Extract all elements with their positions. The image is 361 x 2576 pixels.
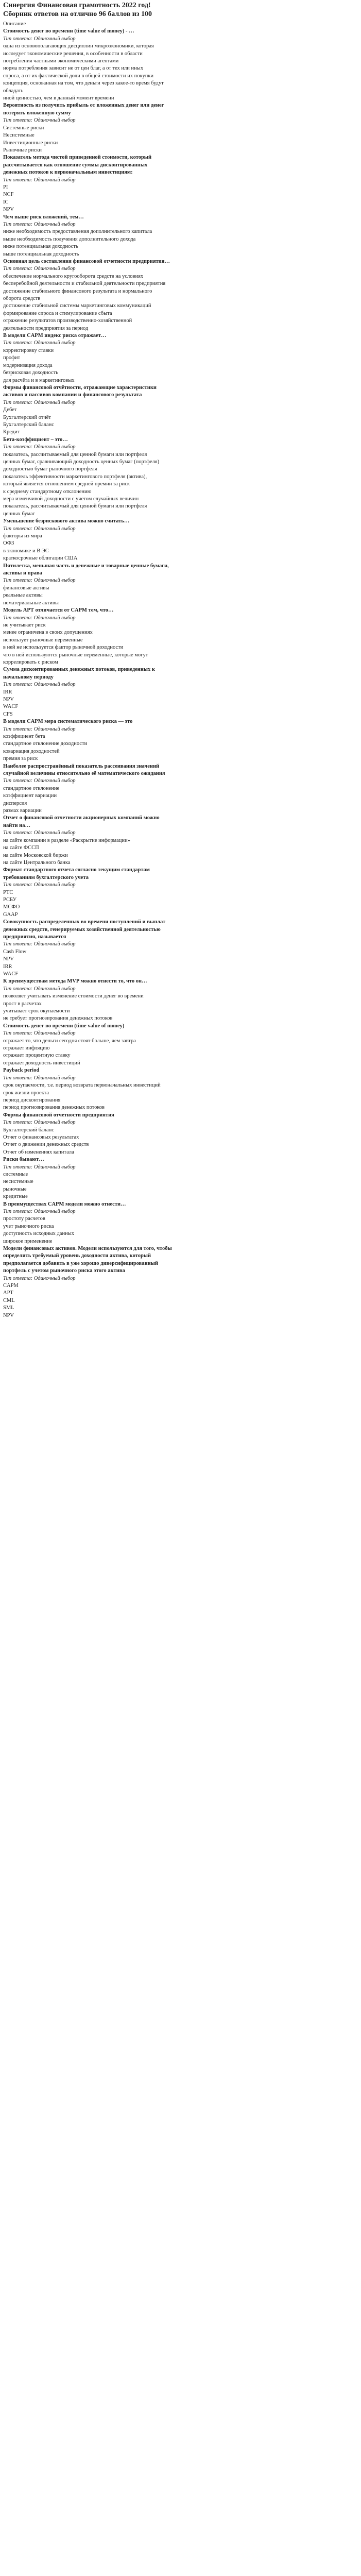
answer-option[interactable]: на сайте Московской биржи	[3, 852, 68, 858]
answer-option[interactable]: реальные активы	[3, 592, 43, 599]
answer-option[interactable]: исследует экономические решения, в особенности в области	[3, 50, 143, 57]
answer-option[interactable]: норма потребления зависит не от цен благ, а от тех или иных	[3, 65, 144, 72]
question-text: Риски бывают…	[3, 1157, 44, 1163]
answer-option[interactable]: системные	[3, 1171, 28, 1177]
answer-option[interactable]: Несистемные	[3, 132, 35, 139]
answer-option[interactable]: широкое применение	[3, 1238, 53, 1244]
answer-option[interactable]: Отчет о движении денежных средств	[3, 1142, 89, 1148]
answer-option[interactable]: на сайте ФССП	[3, 845, 39, 851]
question-block	[3, 763, 358, 815]
question-text: Стоимость денег во времени (time value of money)	[3, 1023, 125, 1029]
question-block	[3, 154, 358, 213]
answer-type-label: Тип ответа: Одиночный выбор	[3, 1030, 76, 1037]
answer-option[interactable]: отражает инфляцию	[3, 1045, 50, 1052]
answer-type-label: Тип ответа: Одиночный выбор	[3, 778, 76, 784]
answer-option[interactable]: оборота средств	[3, 296, 41, 302]
answer-type-label: Тип ответа: Одиночный выбор	[3, 830, 76, 836]
answer-option[interactable]: стандартное отклонение	[3, 785, 60, 791]
answer-option[interactable]: мера изменчивой доходности с учетом случайных величин	[3, 496, 139, 502]
answer-option[interactable]: отражение результатов производственно-хозяйственной	[3, 318, 132, 324]
answer-option[interactable]: ниже потенциальная доходность	[3, 244, 78, 250]
answer-option[interactable]: краткосрочные облигации США	[3, 555, 78, 562]
answer-type-label: Тип ответа: Одиночный выбор	[3, 682, 76, 688]
question-block	[3, 563, 358, 607]
answer-option[interactable]: Системные риски	[3, 125, 44, 131]
answer-option[interactable]: ковариация доходностей	[3, 748, 60, 754]
answer-option[interactable]: выше потенциальная доходность	[3, 251, 79, 257]
answer-type-label: Тип ответа: Одиночный выбор	[3, 266, 76, 272]
answer-option[interactable]: NCF	[3, 192, 14, 198]
answer-option[interactable]: позволяет учитывать изменение стоимости денег во времени	[3, 993, 144, 999]
question-text: Основная цель составления финансовой отчетности предприятия…	[3, 259, 170, 264]
answer-option[interactable]: NPV	[3, 1312, 14, 1318]
question-text: Совокупность распределенных во времени поступлений и выплат денежных средств, генерируемых хозяйственной деятельностью предприятия, называется	[3, 919, 166, 940]
answer-option[interactable]: IC	[3, 199, 9, 205]
answer-type-label: Тип ответа: Одиночный выбор	[3, 986, 76, 992]
answer-option[interactable]: одна из основополагающих дисциплин микроэкономики, которая	[3, 43, 154, 49]
answer-option[interactable]: стандартное отклонение доходности	[3, 741, 88, 747]
answer-option[interactable]: достижение стабильного финансового результата и нормального	[3, 288, 152, 294]
answer-type-label: Тип ответа: Одиночный выбор	[3, 36, 76, 42]
answer-option[interactable]: модернизация дохода	[3, 362, 53, 368]
answer-option[interactable]: на сайте Центрального банка	[3, 859, 71, 866]
description-label: Описание	[3, 21, 26, 27]
answer-option[interactable]: NPV	[3, 207, 14, 213]
answer-option[interactable]: ниже необходимость предоставления дополнительного капитала	[3, 229, 152, 235]
answer-option[interactable]: РТС	[3, 889, 13, 895]
answer-option[interactable]: CAPM	[3, 1283, 19, 1289]
answer-option[interactable]: Инвестиционные риски	[3, 140, 58, 146]
answer-option[interactable]: Рыночные риски	[3, 147, 42, 153]
answer-option[interactable]: отражает процентную ставку	[3, 1053, 71, 1059]
question-text: В модели CAPM мера систематического риска — это	[3, 719, 133, 725]
answer-option[interactable]: в ней не используется фактор рыночной доходности	[3, 645, 124, 651]
question-block	[3, 666, 358, 718]
answer-option[interactable]: использует рыночные переменные	[3, 637, 83, 643]
answer-option[interactable]: учитывает срок окупаемости	[3, 1008, 70, 1014]
answer-option[interactable]: Кредит	[3, 429, 20, 435]
question-text: Стоимость денег во времени (time value of money) - …	[3, 28, 134, 35]
answer-option[interactable]: Бухгалтерский отчёт	[3, 414, 51, 420]
answer-option[interactable]: деятельности предприятия за период	[3, 325, 89, 331]
answer-option[interactable]: срок жизни проекта	[3, 1090, 49, 1096]
answer-option[interactable]: IRR	[3, 963, 12, 970]
question-block	[3, 815, 358, 867]
answer-option[interactable]: безрисковая доходность	[3, 370, 59, 376]
answer-option[interactable]: показатель, рассчитываемый для ценной бумаги или портфеля	[3, 503, 147, 510]
question-block	[3, 978, 358, 1022]
answer-option[interactable]: не учитывает риск	[3, 622, 46, 628]
question-text: Формы финансовой отчётности, отражающие характеристики активов и пассивов компании и финансового результата	[3, 384, 157, 398]
question-block	[3, 1245, 358, 1319]
answer-option[interactable]: менее ограничена в своих допущениях	[3, 630, 93, 636]
question-text: Формат стандартного отчета согласно текущим стандартам требованиям бухгалтерского учета	[3, 867, 150, 880]
question-text: В преимуществах CAPM модели можно отнести…	[3, 1201, 126, 1207]
answer-type-label: Тип ответа: Одиночный выбор	[3, 1164, 76, 1170]
answer-option[interactable]: выше необходимость получения дополнительного дохода	[3, 236, 136, 242]
question-block	[3, 1156, 358, 1200]
answer-option[interactable]: Бухгалтерский баланс	[3, 1127, 54, 1133]
question-text: Вероятность из получить прибыль от вложенных денег или денег потерять вложенную сумму	[3, 103, 164, 116]
question-text: Наиболее распространённый показатель рассеивания значений случайной величины относительно её математического ожидания	[3, 763, 165, 777]
question-block	[3, 518, 358, 562]
question-text: Бета-коэффициент – это…	[3, 436, 68, 443]
answer-option[interactable]: формирование спроса и стимулирование сбыта	[3, 310, 112, 316]
answer-option[interactable]: коэффициент бета	[3, 734, 45, 739]
answer-option[interactable]: ценных бумаг, сравнивающий доходность ценных бумаг (портфеля)	[3, 459, 160, 465]
question-text: К преимуществам метода MVP можно отнести то, что он…	[3, 978, 147, 985]
question-text: Показатель метода чистой приведенной стоимости, который рассчитывается как отношение суммы дисконтированных денежных потоков к первоначальным инвестициям:	[3, 155, 152, 176]
question-text: Модели финансовых активов. Модели используются для того, чтобы определить требуемый уровень доходности актива, который предполагается добавить в уже хорошо диверсифицированный портфель с учетом рыночного риска этого актива	[3, 1246, 172, 1274]
answer-option[interactable]: период дисконтирования	[3, 1097, 61, 1103]
answer-type-label: Тип ответа: Одиночный выбор	[3, 444, 76, 450]
answer-option[interactable]: бесперебойной деятельности и стабильной деятельности предприятия	[3, 281, 166, 287]
question-block	[3, 867, 358, 919]
answer-type-label: Тип ответа: Одиночный выбор	[3, 615, 76, 621]
question-list	[3, 21, 358, 1319]
answer-option[interactable]: премия за риск	[3, 756, 38, 762]
question-text: Модель АРТ отличается от CAPM тем, что…	[3, 607, 114, 614]
question-block	[3, 919, 358, 978]
answer-option[interactable]: GAAP	[3, 911, 18, 918]
answer-type-label: Тип ответа: Одиночный выбор	[3, 726, 76, 732]
question-block	[3, 384, 358, 436]
answer-type-label: Тип ответа: Одиночный выбор	[3, 117, 76, 124]
answer-option[interactable]: отражает то, что деньги сегодня стоят больше, чем завтра	[3, 1038, 136, 1044]
question-text: Отчет о финансовой отчетности акционерных компаний можно найти на…	[3, 815, 160, 828]
question-block	[3, 1201, 358, 1245]
answer-option[interactable]: срок окупаемости, т.е. период возврата первоначальных инвестиций	[3, 1082, 161, 1089]
answer-option[interactable]: доступность исходных данных	[3, 1231, 75, 1237]
answer-option[interactable]: факторы из мира	[3, 533, 42, 539]
question-block	[3, 258, 358, 332]
question-text: Сумма дисконтированных денежных потоков, приведенных к начальному периоду	[3, 667, 155, 680]
answer-option[interactable]: МСФО	[3, 904, 20, 910]
answer-option[interactable]: на сайте компании в разделе «Раскрытие информации»	[3, 837, 130, 843]
answer-option[interactable]: потребления частными экономическими агентами	[3, 58, 119, 64]
answer-option[interactable]: показатель, рассчитываемый для ценной бумаги или портфеля	[3, 451, 147, 457]
answer-option[interactable]: профит	[3, 355, 21, 361]
answer-type-label: Тип ответа: Одиночный выбор	[3, 177, 76, 183]
answer-option[interactable]: период прогнозирования денежных потоков	[3, 1105, 105, 1111]
question-block	[3, 718, 358, 762]
answer-option[interactable]: CML	[3, 1297, 15, 1303]
answer-option[interactable]: коэффициент вариации	[3, 793, 57, 799]
answer-type-label: Тип ответа: Одиночный выбор	[3, 882, 76, 888]
answer-option[interactable]: рыночные	[3, 1186, 27, 1192]
answer-option[interactable]: спроса, а от их фактической доли в общей стоимости их покупки	[3, 73, 154, 79]
answer-option[interactable]: SML	[3, 1305, 14, 1311]
question-text: Пятилетка, меньшая часть и денежные и товарные ценные бумаги, активы и права	[3, 563, 169, 577]
answer-option[interactable]: простоту расчетов	[3, 1216, 45, 1222]
answer-option[interactable]: коррелировать с риском	[3, 659, 58, 665]
question-text: Чем выше риск вложений, тем…	[3, 214, 84, 220]
question-block	[3, 436, 358, 518]
answer-option[interactable]: нематериальные активы	[3, 600, 59, 606]
answer-option[interactable]: финансовые активы	[3, 585, 49, 591]
question-block	[3, 28, 358, 102]
question-text: Payback period	[3, 1067, 40, 1074]
answer-option[interactable]: к среднему стандартному отклонению	[3, 488, 92, 495]
answer-option[interactable]: концепция, основанная на том, что деньги через какое-то время будут обладать	[3, 80, 164, 94]
answer-option[interactable]: в экономике и В ЭС	[3, 548, 49, 554]
answer-option[interactable]: кредитные	[3, 1194, 28, 1200]
answer-option[interactable]: РСБУ	[3, 896, 17, 903]
answer-option[interactable]: ОФЗ	[3, 540, 14, 547]
answer-type-label: Тип ответа: Одиночный выбор	[3, 399, 76, 405]
question-block	[3, 332, 358, 384]
question-text: Формы финансовой отчетности предприятия	[3, 1112, 114, 1118]
answer-type-label: Тип ответа: Одиночный выбор	[3, 221, 76, 227]
question-block	[3, 214, 358, 258]
answer-type-label: Тип ответа: Одиночный выбор	[3, 941, 76, 947]
answer-option[interactable]: доходностью бумаг рыночного портфеля	[3, 466, 97, 472]
question-block	[3, 607, 358, 666]
answer-type-label: Тип ответа: Одиночный выбор	[3, 340, 76, 346]
answer-type-label: Тип ответа: Одиночный выбор	[3, 1120, 76, 1126]
answer-option[interactable]: обеспечение нормального кругооборота средств на условиях	[3, 273, 144, 279]
answer-option[interactable]: прост в расчетах	[3, 1001, 42, 1007]
answer-type-label: Тип ответа: Одиночный выбор	[3, 1209, 76, 1214]
answer-option[interactable]: Дебет	[3, 407, 17, 413]
answer-option[interactable]: не требует прогнозирования денежных потоков	[3, 1015, 113, 1022]
question-text: В модели CAPM индекс риска отражает…	[3, 333, 107, 339]
question-block	[3, 1067, 358, 1111]
answer-option[interactable]: WACF	[3, 704, 19, 710]
answer-option[interactable]: NPV	[3, 696, 14, 702]
answer-option[interactable]: IRR	[3, 689, 12, 695]
answer-option[interactable]: WACF	[3, 971, 19, 977]
answer-option[interactable]: несистемные	[3, 1179, 33, 1185]
answer-option[interactable]: APT	[3, 1290, 13, 1296]
answer-option[interactable]: Бухгалтерский баланс	[3, 421, 54, 428]
answer-option[interactable]: Отчет об изменениях капитала	[3, 1149, 74, 1155]
answer-option[interactable]: достижение стабильной системы маркетинговых коммуникаций	[3, 303, 151, 309]
answer-option[interactable]: PI	[3, 184, 8, 190]
answer-option[interactable]: Cash Flow	[3, 948, 27, 955]
answer-type-label: Тип ответа: Одиночный выбор	[3, 578, 76, 584]
answer-option[interactable]: ценных бумаг	[3, 511, 36, 517]
answer-option[interactable]: корректировку ставки	[3, 347, 54, 353]
answer-option[interactable]: показатель эффективности маркетингового портфеля (актива),	[3, 473, 147, 480]
document-title: Синергия Финансовая грамотность 2022 год! Сборник ответов на отлично 96 баллов из 100	[3, 2, 152, 18]
answer-option[interactable]: дисперсия	[3, 800, 27, 806]
answer-type-label: Тип ответа: Одиночный выбор	[3, 1275, 76, 1281]
answer-option[interactable]: NPV	[3, 956, 14, 962]
question-text: Уменьшение безрискового актива можно считать…	[3, 518, 130, 524]
answer-option[interactable]: учет рыночного риска	[3, 1223, 54, 1229]
answer-type-label: Тип ответа: Одиночный выбор	[3, 1075, 76, 1081]
question-block	[3, 1112, 358, 1156]
question-block	[3, 102, 358, 154]
answer-option[interactable]: Отчет о финансовых результатах	[3, 1134, 79, 1140]
answer-option[interactable]: CFS	[3, 711, 13, 717]
answer-option[interactable]: что в ней используются рыночные переменные, которые могут	[3, 652, 148, 658]
question-block	[3, 1023, 358, 1067]
answer-option[interactable]: иной ценностью, чем в данный момент времени	[3, 95, 114, 101]
answer-option[interactable]: который является отношением средней премии за риск	[3, 481, 130, 487]
answer-option[interactable]: размах вариации	[3, 808, 42, 814]
answer-type-label: Тип ответа: Одиночный выбор	[3, 526, 76, 532]
answer-option[interactable]: для расчёта и в маркетинговых	[3, 377, 75, 383]
answer-option[interactable]: отражает доходность инвестиций	[3, 1060, 80, 1066]
